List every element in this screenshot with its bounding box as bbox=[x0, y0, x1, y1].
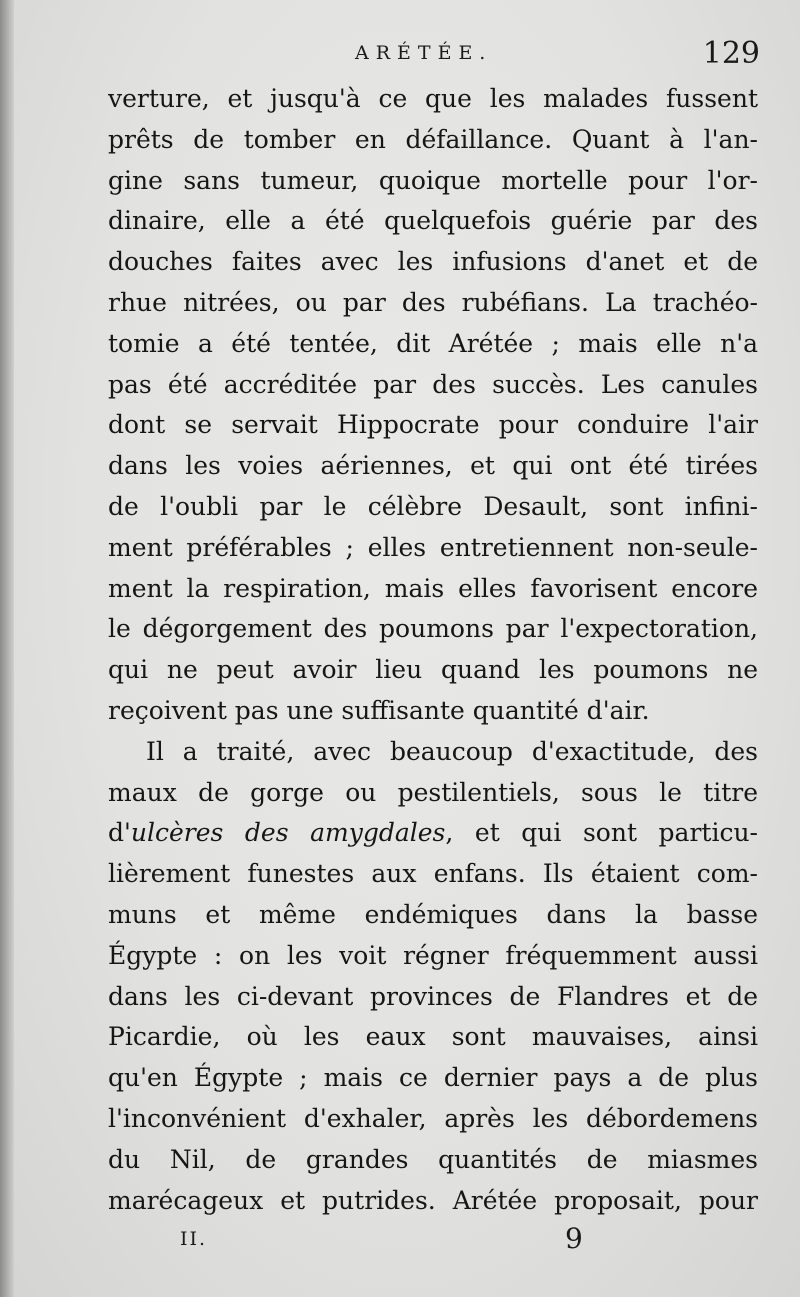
running-head bbox=[100, 34, 760, 84]
text-line: rhue nitrées, ou par des rubéfians. La trachéo- bbox=[108, 287, 758, 317]
text-line: qu'en Égypte ; mais ce dernier pays a de plus bbox=[108, 1063, 758, 1093]
signature-mark: II. bbox=[180, 1228, 208, 1250]
text-line: lièrement funestes aux enfans. Ils étaient com- bbox=[108, 859, 758, 889]
running-title: ARÉTÉE. bbox=[355, 42, 493, 64]
text-line: dont se servait Hippocrate pour conduire l'air bbox=[108, 410, 758, 440]
text-line: dans les voies aériennes, et qui ont été tirées bbox=[108, 451, 758, 481]
text-line: de l'oubli par le célèbre Desault, sont infini- bbox=[108, 491, 758, 521]
text-line: verture, et jusqu'à ce que les malades fussent bbox=[108, 84, 758, 113]
text-line: ment la respiration, mais elles favorisent encore bbox=[108, 573, 758, 603]
text-line: prêts de tomber en défaillance. Quant à l'an- bbox=[108, 124, 758, 154]
text-line: Égypte : on les voit régner fréquemment aussi bbox=[108, 940, 758, 970]
body-text bbox=[108, 79, 758, 1221]
text-line: le dégorgement des poumons par l'expectoration, bbox=[108, 614, 758, 644]
text-line: pas été accréditée par des succès. Les canules bbox=[108, 369, 758, 399]
page-number: 129 bbox=[702, 36, 760, 71]
text-line: reçoivent pas une suffisante quantité d'air. bbox=[108, 695, 650, 725]
italic-title: ulcères des amygdales bbox=[130, 818, 446, 848]
text-line: l'inconvénient d'exhaler, après les débordemens bbox=[108, 1103, 758, 1133]
text-fragment: d' bbox=[108, 818, 131, 848]
text-line: tomie a été tentée, dit Arétée ; mais elle n'a bbox=[108, 328, 758, 358]
text-line: ment préférables ; elles entretiennent non-seule- bbox=[108, 532, 758, 562]
text-line-with-italic bbox=[108, 813, 758, 854]
text-fragment: , et qui sont particu- bbox=[445, 818, 758, 848]
paragraph-first-line: Il a traité, avec beaucoup d'exactitude, des bbox=[146, 736, 758, 766]
text-line: dinaire, elle a été quelquefois guérie par des bbox=[108, 206, 758, 236]
text-line: gine sans tumeur, quoique mortelle pour l'or- bbox=[108, 165, 758, 195]
text-line: marécageux et putrides. Arétée proposait, pour bbox=[108, 1185, 758, 1215]
text-line: douches faites avec les infusions d'anet et de bbox=[108, 247, 758, 277]
text-line: Picardie, où les eaux sont mauvaises, ainsi bbox=[108, 1022, 758, 1052]
page-footer bbox=[180, 1222, 600, 1272]
text-line: muns et même endémiques dans la basse bbox=[108, 899, 758, 929]
text-line: dans les ci-devant provinces de Flandres et de bbox=[108, 981, 758, 1011]
signature-number: 9 bbox=[565, 1222, 583, 1255]
text-line: du Nil, de grandes quantités de miasmes bbox=[108, 1144, 758, 1174]
text-line: maux de gorge ou pestilentiels, sous le titre bbox=[108, 777, 758, 807]
text-line: qui ne peut avoir lieu quand les poumons ne bbox=[108, 655, 758, 685]
